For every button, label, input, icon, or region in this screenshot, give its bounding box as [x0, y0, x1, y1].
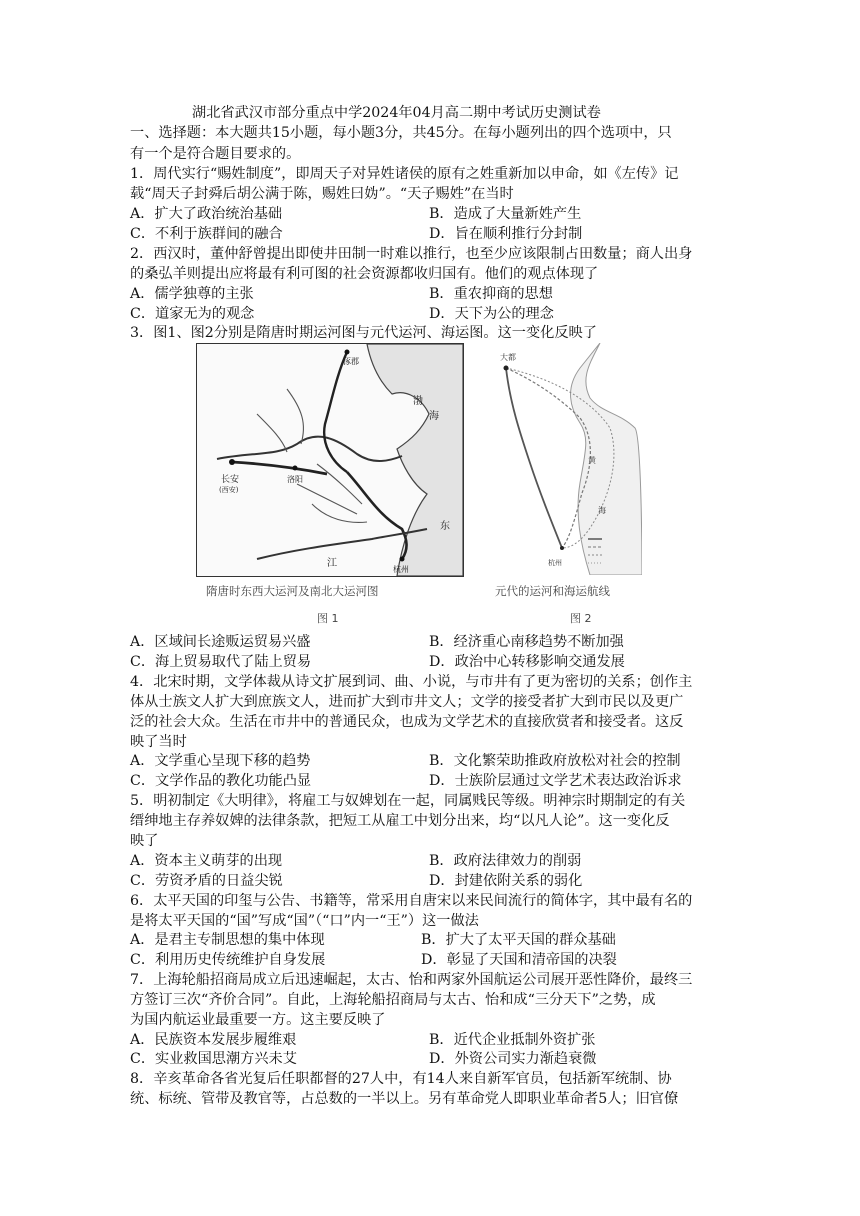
label-sea-hai: 海 — [429, 411, 439, 422]
question-1-stem-cont: 载“周天子封舜后胡公满于陈，赐姓曰妫”。“天子赐姓”在当时 — [130, 186, 514, 202]
label-huang: 黄 — [588, 456, 596, 465]
figure-2-map — [470, 343, 642, 575]
label-hangzhou: 杭州 — [393, 565, 409, 574]
question-6-option-d: D．彰显了天国和清帝国的决裂 — [421, 952, 617, 968]
question-3-option-d: D．政治中心转移影响交通发展 — [429, 654, 625, 670]
question-2-option-b: B．重农抑商的思想 — [429, 286, 553, 302]
label-hangzhou-2: 杭州 — [548, 559, 562, 567]
question-4-option-b: B．文化繁荣助推政府放松对社会的控制 — [429, 753, 681, 769]
sui-tang-canal-map — [197, 344, 463, 576]
question-3-option-a: A．区域间长途贩运贸易兴盛 — [130, 634, 311, 650]
question-1-option-a: A．扩大了政治统治基础 — [130, 206, 283, 222]
label-xian: (西安) — [219, 486, 239, 494]
figure-2-label: 图 2 — [570, 612, 592, 625]
question-3-option-c: C．海上贸易取代了陆上贸易 — [130, 654, 312, 670]
question-5-option-a: A．资本主义萌芽的出现 — [130, 853, 283, 869]
figure-1-caption: 隋唐时东西大运河及南北大运河图 — [206, 584, 379, 598]
figure-2-caption: 元代的运河和海运航线 — [495, 584, 610, 598]
figure-1-map — [196, 343, 464, 577]
question-8-stem-cont: 统、标统、管带及教官等，占总数的一半以上。另有革命党人即职业革命者5人；旧官僚 — [130, 1091, 679, 1107]
question-1-stem: 1．周代实行“赐姓制度”，即周天子对异姓诸侯的原有之姓重新加以申命，如《左传》记 — [130, 166, 679, 182]
question-8-stem: 8．辛亥革命各省光复后任职都督的27人中，有14人来自新军官员，包括新军统制、协 — [130, 1071, 672, 1087]
label-sea-bo: 渤 — [413, 396, 423, 407]
question-7-option-b: B．近代企业抵制外资扩张 — [429, 1032, 596, 1048]
question-5-stem: 5．明初制定《大明律》，将雇工与奴婢划在一起，同属贱民等级。明神宗时期制定的有关 — [130, 793, 686, 809]
question-7-option-d: D．外资公司实力渐趋衰微 — [429, 1051, 597, 1067]
question-2-stem-cont: 的桑弘羊则提出应将最有利可图的社会资源都收归国有。他们的观点体现了 — [130, 266, 599, 282]
question-6-stem: 6．太平天国的印玺与公告、书籍等，常采用自唐宋以来民间流行的简体字，其中最有名的 — [130, 893, 693, 909]
question-7-stem-cont: 方签订三次“齐价合同”。自此，上海轮船招商局与太古、怡和成“三分天下”之势，成 — [130, 992, 656, 1008]
question-6-stem-cont: 是将太平天国的“国”写成“国”（“口”内一“王”）这一做法 — [130, 913, 479, 929]
question-5-option-c: C．劳资矛盾的日益尖锐 — [130, 873, 283, 889]
question-1-option-d: D．旨在顺利推行分封制 — [429, 226, 583, 242]
question-7-stem-cont: 为国内航运业最重要一方。这主要反映了 — [130, 1012, 386, 1028]
question-4-stem: 4．北宋时期，文学体裁从诗文扩展到词、曲、小说，与市井有了更为密切的关系；创作主 — [130, 674, 693, 690]
question-4-stem-cont: 体从士族文人扩大到庶族文人，进而扩大到市井文人；文学的接受者扩大到市民以及更广 — [130, 694, 684, 710]
question-4-stem-cont: 映了当时 — [130, 734, 187, 750]
label-dadu: 大都 — [500, 353, 516, 362]
label-jiang: 江 — [327, 558, 337, 569]
question-1-option-b: B．造成了大量新姓产生 — [429, 206, 582, 222]
figure-1-label: 图 1 — [317, 612, 339, 625]
question-7-option-c: C．实业救国思潮方兴未艾 — [130, 1051, 297, 1067]
question-5-stem-cont: 缙绅地主存养奴婢的法律条款，把短工从雇工中划分出来，均“以凡人论”。这一变化反 — [130, 813, 670, 829]
question-4-option-c: C．文学作品的教化功能凸显 — [130, 773, 312, 789]
label-hai: 海 — [598, 506, 606, 515]
question-6-option-b: B．扩大了太平天国的群众基础 — [421, 932, 616, 948]
label-luoyang: 洛阳 — [287, 475, 303, 484]
question-2-option-c: C．道家无为的观念 — [130, 306, 255, 322]
question-3-option-b: B．经济重心南移趋势不断加强 — [429, 634, 624, 650]
question-6-option-c: C．利用历史传统维护自身发展 — [130, 952, 326, 968]
label-dong: 东 — [440, 521, 450, 532]
exam-title: 湖北省武汉市部分重点中学2024年04月高二期中考试历史测试卷 — [192, 105, 601, 121]
question-4-stem-cont: 泛的社会大众。生活在市井中的普通民众，也成为文学艺术的直接欣赏者和接受者。这反 — [130, 714, 684, 730]
question-7-option-a: A．民族资本发展步履维艰 — [130, 1032, 297, 1048]
question-1-option-c: C．不利于族群间的融合 — [130, 226, 283, 242]
section-instructions: 一、选择题：本大题共15小题，每小题3分，共45分。在每小题列出的四个选项中，只 — [130, 125, 672, 141]
question-5-option-b: B．政府法律效力的削弱 — [429, 853, 582, 869]
label-changan: 长安 — [221, 475, 240, 485]
yuan-canal-sea-route-map — [470, 343, 642, 575]
label-zhuojun: 涿郡 — [343, 357, 359, 366]
question-4-option-a: A．文学重心呈现下移的趋势 — [130, 753, 311, 769]
question-2-stem: 2．西汉时，董仲舒曾提出即使井田制一时难以推行，也至少应该限制占田数量；商人出身 — [130, 246, 693, 262]
question-5-option-d: D．封建依附关系的弱化 — [429, 873, 583, 889]
question-6-option-a: A．是君主专制思想的集中体现 — [130, 932, 325, 948]
question-4-option-d: D．士族阶层通过文学艺术表达政治诉求 — [429, 773, 682, 789]
question-5-stem-cont: 映了 — [130, 833, 159, 849]
question-2-option-d: D．天下为公的理念 — [429, 306, 554, 322]
section-instructions-cont: 有一个是符合题目要求的。 — [130, 146, 301, 162]
question-2-option-a: A．儒学独尊的主张 — [130, 286, 254, 302]
question-7-stem: 7．上海轮船招商局成立后迅速崛起，太古、怡和两家外国航运公司展开恶性降价，最终三 — [130, 972, 693, 988]
question-3-stem: 3．图1、图2分别是隋唐时期运河图与元代运河、海运图。这一变化反映了 — [130, 325, 597, 341]
